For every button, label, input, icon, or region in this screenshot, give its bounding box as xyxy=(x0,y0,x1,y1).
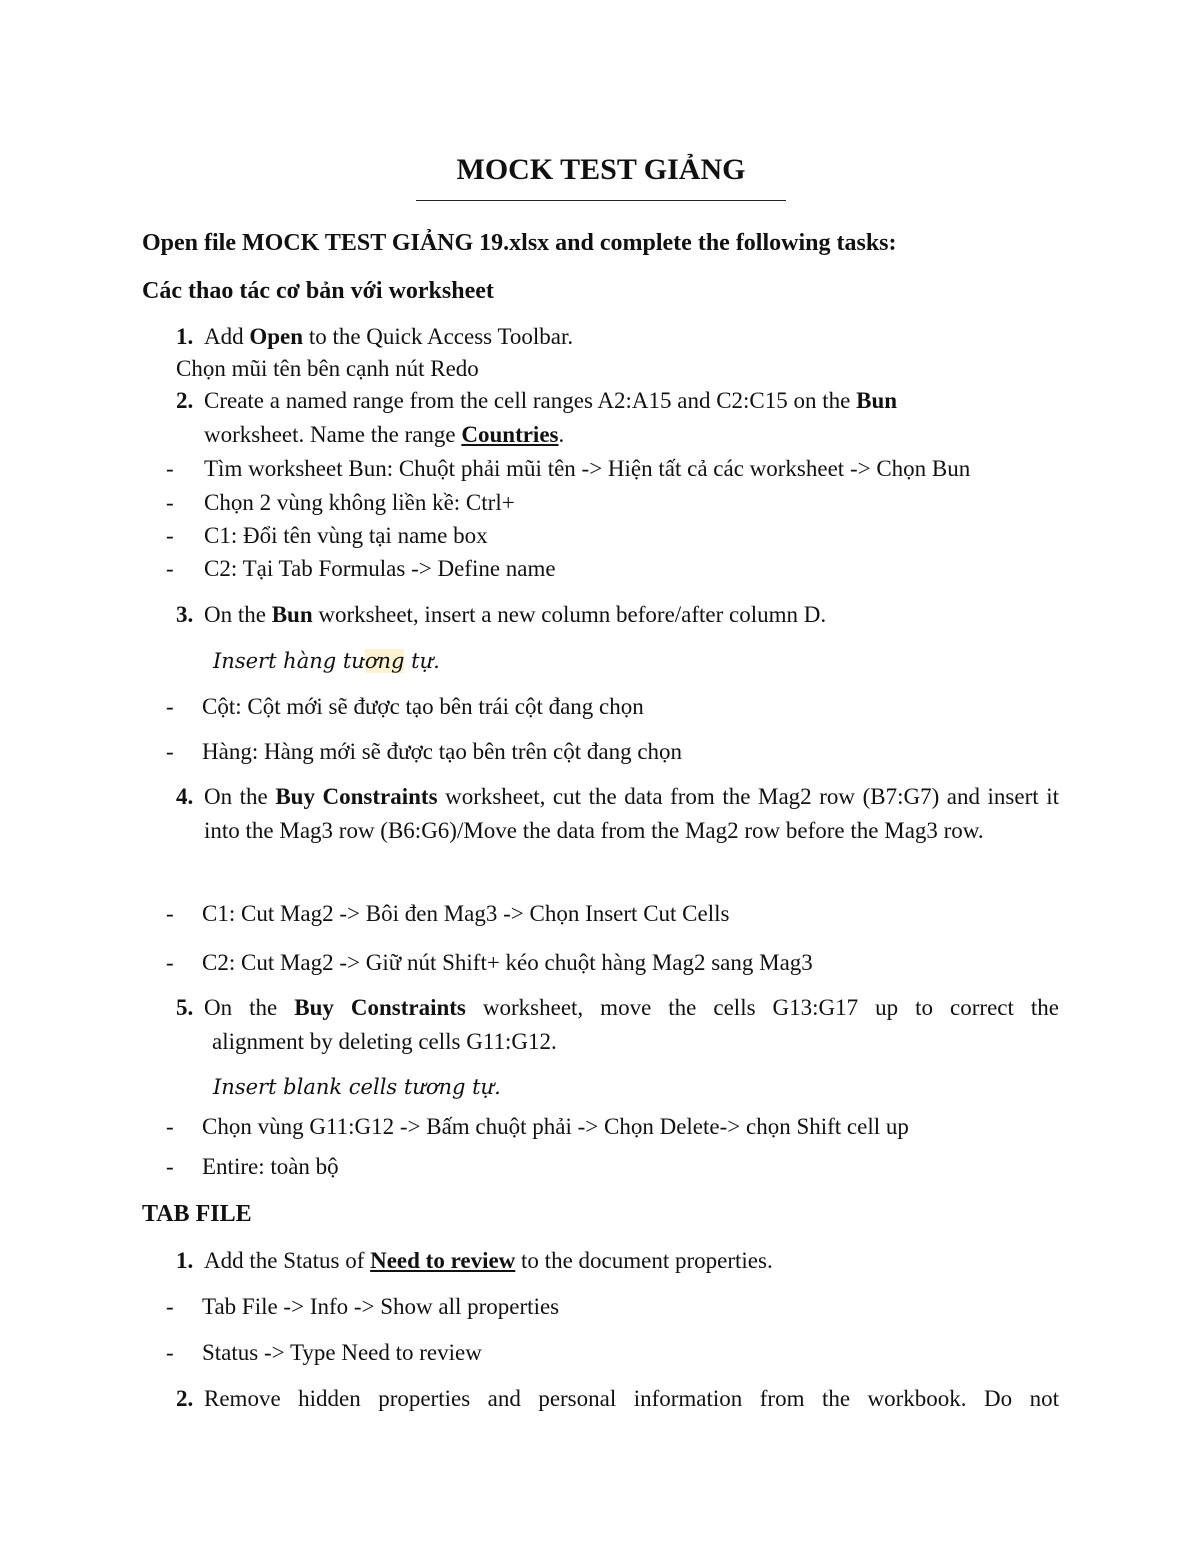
bullet-dash: - xyxy=(166,1294,174,1319)
bullet-dash: - xyxy=(166,456,174,481)
task-number: 2. xyxy=(176,1386,194,1411)
task-3-text: On the Bun worksheet, insert a new column before/after column D. xyxy=(204,602,827,627)
task-number: 1. xyxy=(176,1248,194,1273)
task-3-italic-note: Insert hàng tương tự. xyxy=(213,649,440,673)
bullet-dash: - xyxy=(166,1154,174,1179)
task-2-bullet: Chọn 2 vùng không liền kề: Ctrl+ xyxy=(204,490,515,515)
bullet-dash: - xyxy=(166,1114,174,1139)
task-4-bullet: C2: Cut Mag2 -> Giữ nút Shift+ kéo chuột hàng Mag2 sang Mag3 xyxy=(202,950,813,975)
task-4-bullet: C1: Cut Mag2 -> Bôi đen Mag3 -> Chọn Insert Cut Cells xyxy=(202,901,730,926)
task-2-text: Create a named range from the cell ranges A2:A15 and C2:C15 on the Bun xyxy=(204,388,898,413)
bullet-dash: - xyxy=(166,694,174,719)
tabfile-task-1-bullet: Status -> Type Need to review xyxy=(202,1340,482,1365)
bullet-dash: - xyxy=(166,490,174,515)
intro-line: Open file MOCK TEST GIẢNG 19.xlsx and complete the following tasks: xyxy=(142,230,897,256)
task-number: 4. xyxy=(176,784,194,809)
tabfile-task-1-bullet: Tab File -> Info -> Show all properties xyxy=(202,1294,560,1319)
tabfile-task-1-text: Add the Status of Need to review to the document properties. xyxy=(204,1248,773,1273)
task-5-text-line2: alignment by deleting cells G11:G12. xyxy=(212,1029,557,1054)
task-5-text: On the Buy Constraints worksheet, move the cells G13:G17 up to correct the xyxy=(204,995,1059,1020)
bullet-dash: - xyxy=(166,950,174,975)
section-heading-tab-file: TAB FILE xyxy=(142,1201,252,1227)
section-heading-worksheet: Các thao tác cơ bản với worksheet xyxy=(142,278,494,304)
task-5-italic-note: Insert blank cells tương tự. xyxy=(213,1075,501,1099)
task-5-bullet: Entire: toàn bộ xyxy=(202,1154,339,1179)
task-number: 5. xyxy=(176,995,194,1020)
task-number: 1. xyxy=(176,324,194,349)
task-number: 3. xyxy=(176,602,194,627)
task-5-bullet: Chọn vùng G11:G12 -> Bấm chuột phải -> Chọn Delete-> chọn Shift cell up xyxy=(202,1114,909,1139)
title-underline xyxy=(416,200,786,201)
task-1-note: Chọn mũi tên bên cạnh nút Redo xyxy=(176,356,479,381)
task-3-bullet: Cột: Cột mới sẽ được tạo bên trái cột đang chọn xyxy=(202,694,644,719)
task-2-bullet: Tìm worksheet Bun: Chuột phải mũi tên -> Hiện tất cả các worksheet -> Chọn Bun xyxy=(204,456,971,481)
task-number: 2. xyxy=(176,388,194,413)
task-3-bullet: Hàng: Hàng mới sẽ được tạo bên trên cột đang chọn xyxy=(202,739,683,764)
task-2-text-line2: worksheet. Name the range Countries. xyxy=(204,422,565,447)
bullet-dash: - xyxy=(166,739,174,764)
task-1-text: Add Open to the Quick Access Toolbar. xyxy=(204,324,574,349)
bullet-dash: - xyxy=(166,1340,174,1365)
highlighted-text: ơng xyxy=(364,649,405,673)
task-4-text: On the Buy Constraints worksheet, cut the data from the Mag2 row (B7:G7) and insert it into the Mag3 row (B6:G6)/Move the data from the Mag2 row before the Mag3 row. xyxy=(204,784,1059,843)
task-2-bullet: C2: Tại Tab Formulas -> Define name xyxy=(204,556,556,581)
document-title: MOCK TEST GIẢNG xyxy=(456,153,746,186)
tabfile-task-2-text: Remove hidden properties and personal information from the workbook. Do not xyxy=(204,1386,1059,1411)
task-2-bullet: C1: Đổi tên vùng tại name box xyxy=(204,523,488,548)
bullet-dash: - xyxy=(166,901,174,926)
bullet-dash: - xyxy=(166,523,174,548)
bullet-dash: - xyxy=(166,556,174,581)
